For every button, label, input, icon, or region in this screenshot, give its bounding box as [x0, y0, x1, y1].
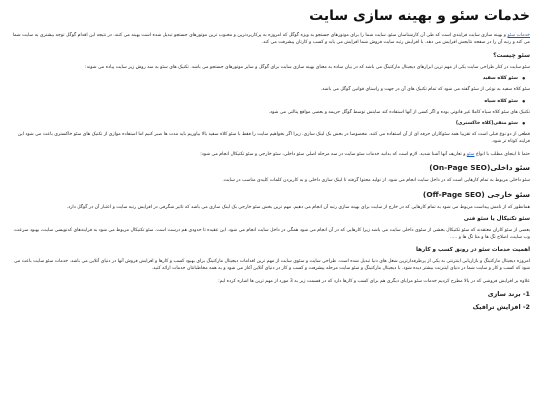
- seo-services-link[interactable]: خدمات سئو: [507, 33, 530, 38]
- gray-hat-heading: • سئو منفی(کلاه خاکستری): [10, 121, 530, 126]
- features-intro-paragraph: علاوه بر افزایش فروشی که در بالا مطرح کردیم خدمات سئو مزایای دیگری هم برای کسب و کارها دارد که در قسمت زیر به 3 مورد از مهم ترین ها اشاره کرده ایم:: [218, 278, 530, 284]
- importance-paragraph: امروزه دیجیتال مارکتینگ و بازاریابی اینترنتی به یکی از پرطرفدارترین شغل های دنیا تبدیل شده است. طراحی سایت و سئوی سایت از مهم ترین اقدامات دیجیتال مارکتینگ برای بهبود کسب و کارها و افزایش فروش آنها در دنیای آنلاین می باشد. خدمات سئو سایت باعث می شود که کسب و کار و سایت شما در دنیای اینترنت بیشتر دیده شود. با دیجیتال مارکتینگ و سئو سایت مرحله پیشرفت و کسب و کار در دنیای آنلاین آغاز می شود و به همه مخاطبانتان خدمات ارائه کنید.: [13, 258, 530, 272]
- seo-link[interactable]: سئو: [466, 151, 475, 157]
- intro-text: و بهینه سازی سایت فرایندی است که طی آن کارشناسان سئو، سایت شما را برای موتورهای جستجو به ویژه گوگل که امروزه به پرکاربردترین و محبوب ترین موتورهای جستجو تبدیل شده است بهینه می کنند. در نتیجه این اقدام گوگل توجه بیشتری به سایت شما می کند و رتبه آن را در صفحه نتایجش افزایش می دهد. با افزایش رتبه سایت فروش شما افزایش می یابد و کسب و کارتان پیشرفت می کند.: [12, 33, 530, 46]
- offpage-paragraph: همانطور که از نامش پیداست مربوط می شود به تمام کارهایی که در خارج از سایت برای بهینه سازی رتبه آن انجام می دهیم. مهم ترین بخش سئو خارجی بک لینک سازی می باشد که تاثیر شگرفی در افزایش رتبه سایت و اعتبار آن در گوگل دارد.: [66, 204, 530, 210]
- what-is-seo-heading: سئو چیست؟: [493, 51, 530, 59]
- types-intro-paragraph: [10, 151, 530, 158]
- importance-heading: اهمیت خدمات سئو در رونق کسب و کارها: [416, 246, 530, 253]
- gray-hat-paragraph: قطعی از دو نوع قبلی است که تقریبا همه سئوکاران حرفه ای از آن استفاده می کنند. مخصوصا در بخش بک لینک سازی. زیرا اگر بخواهیم سایت را فقط با سئو کلاه سفید بالا بیاوریم باید مدت ها صبر کنیم اما استفاده موازی از تکنیک های سئو خاکستری باعث می شود این فرایند کوتاه تر شود.: [17, 132, 530, 145]
- page-title: خدمات سئو و بهینه سازی سایت: [309, 8, 530, 24]
- onpage-paragraph: سئو داخلی مربوط به تمام کارهایی است که در داخل سایت انجام می شود. از تولید محتوا گرفته تا لینک سازی داخلی و به کاربردن کلمات کلیدی مناسب در سایت.: [222, 178, 530, 184]
- technical-heading: سئو تکنیکال یا سئو فنی: [463, 216, 530, 223]
- list-item-traffic: 2- افزایش ترافیک: [472, 303, 530, 312]
- white-hat-paragraph: سئو کلاه سفید به نوعی از سئو گفته می شود که تمام تکنیک های آن در جهت و راستای قوانین گوگل می باشد.: [320, 87, 530, 93]
- white-hat-heading: • سئو کلاه سفید: [10, 76, 530, 81]
- what-is-seo-paragraph: سئو سایت در کنار طراحی سایت یکی از مهم ترین ابزارهای دیجیتال مارکتینگ می باشد که در بیان ساده به معنای بهینه سازی سایت برای گوگل و سایر موتورهای جستجو می باشد. تکنیک های سئو به سه روش زیر سایت پیاده می شوند:: [85, 64, 530, 70]
- types-intro-text: حتما تا اینجای مطلب با انواع: [474, 151, 530, 157]
- black-hat-paragraph: تکنیک های سئو کلاه سیاه کاملا غیر قانونی بوده و اگر کسی از آنها استفاده کند سایتش توسط گوگل جریمه و بعضی مواقع پنالتی می شود.: [268, 109, 530, 115]
- onpage-heading: سئو داخلی(On-Page SEO): [429, 163, 530, 173]
- black-hat-heading: • سئو کلاه سیاه: [10, 99, 530, 104]
- technical-paragraph: بعضی از سئو کاران معتقدند که سئو تکنیکال بخشی از سئوی داخلی سایت می باشد زیرا کارهایی که در آن انجام می شود همگی در داخل سایت انجام می شود. این عقیده تا حدودی هم درست است. سئو تکنیکال مربوط می شود به فرایندهای کدنویسی سایت، بهبود سرعت، وب سایت، اصلاح تگ ها و متا تگ ها و .....: [13, 228, 530, 241]
- list-item-branding: 1- برند سازی: [487, 290, 530, 299]
- types-intro-text-2: و تعاریف آنها آشنا شدید. لازم است که بدانید خدمات سئو سایت در سه مرحله اصلی سئو داخلی، سئو خارجی و سئو تکنیکال انجام می شود:: [200, 151, 467, 157]
- offpage-heading: سئو خارجی (Off-Page SEO): [422, 189, 530, 199]
- intro-paragraph: [10, 32, 530, 47]
